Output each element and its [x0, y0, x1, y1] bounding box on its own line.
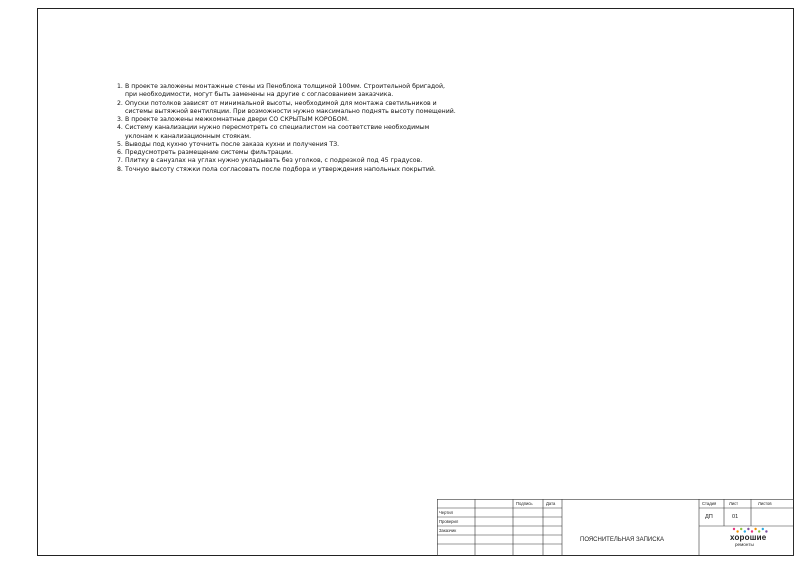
note-number: 7. [117, 157, 123, 165]
logo-subword: ремонты [735, 542, 754, 547]
note-text: В проекте заложены монтажные стены из Пеноблока толщиной 100мм. Строительной бригадой, при необходимости, могут быть заменены на другие с согласованием заказчика. [125, 83, 445, 99]
note-number: 6. [117, 149, 123, 156]
note-text: Выводы под кухню уточнить после заказа кухни и получения ТЗ. [125, 140, 340, 148]
title-block [437, 499, 794, 556]
note-item [117, 141, 457, 149]
note-item [117, 116, 457, 124]
logo-word: хорошие [730, 533, 767, 542]
row-drew-label: Чертил [439, 510, 454, 515]
note-number: 3. [117, 116, 123, 123]
document-title: ПОЯСНИТЕЛЬНАЯ ЗАПИСКА [580, 537, 665, 543]
note-number: 8. [117, 165, 123, 173]
note-text: В проекте заложены межкомнатные двери СО СКРЫТЫМ КОРОБОМ. [125, 116, 349, 123]
note-text: Предусмотреть размещение системы фильтрации. [125, 149, 293, 156]
note-item [117, 100, 457, 117]
sheet-value: 01 [732, 514, 739, 520]
note-item [117, 157, 457, 165]
notes-list [117, 83, 457, 174]
note-text: Плитку в санузлах на углах нужно укладывать без уголков, с подрезкой под 45 градусов. [125, 157, 423, 165]
note-number: 4. [117, 124, 123, 132]
row-checked-label: Проверил [439, 519, 459, 524]
logo-dot [754, 528, 756, 530]
logo-dot [733, 528, 735, 530]
col-signature-label: Подпись [516, 501, 533, 506]
note-number: 5. [117, 140, 123, 148]
note-item [117, 149, 457, 157]
note-text: Точную высоту стяжки пола согласовать после подбора и утверждения напольных покрытий. [125, 165, 436, 173]
sheet-label: Лист [729, 501, 739, 506]
company-logo [724, 526, 776, 556]
stage-value: ДП [705, 514, 713, 520]
note-item [117, 83, 457, 100]
logo-dot [762, 528, 764, 530]
note-item [117, 166, 457, 174]
note-number: 2. [117, 99, 123, 107]
note-text: Опуски потолков зависят от минимальной высоты, необходимой для монтажа светильников и системы вытяжной вентиляции. При возможности нужно максимально поднять высоту помещений. [125, 99, 456, 115]
note-item [117, 124, 457, 141]
note-number: 1. [117, 83, 123, 90]
logo-dot [747, 528, 749, 530]
note-text: Систему канализации нужно пересмотреть со специалистом на соответствие необходимым уклонам к канализационным стоякам. [125, 124, 430, 140]
sheets-label: Листов [758, 501, 772, 506]
row-customer-label: Заказчик [439, 528, 457, 533]
col-date-label: Дата [546, 501, 556, 506]
logo-dot [740, 528, 742, 530]
stage-label: Стадия [702, 501, 717, 506]
